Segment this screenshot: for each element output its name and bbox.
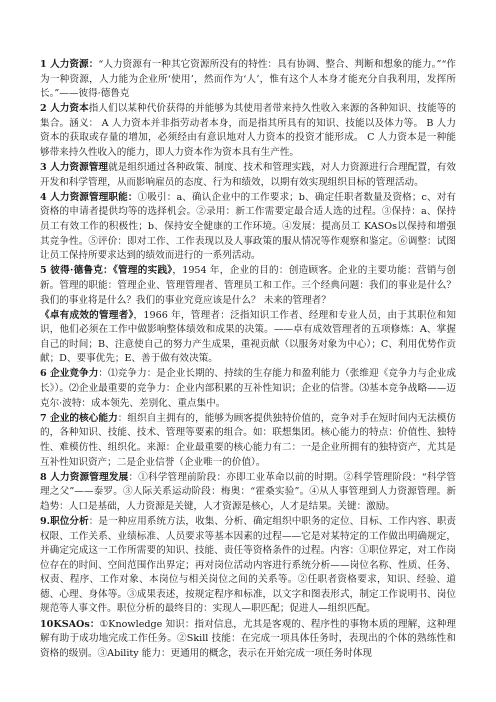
paragraph-lead: 3 人力资源管理 bbox=[40, 162, 109, 174]
paragraph-lead: 2 人力资本 bbox=[40, 103, 89, 115]
paragraph-lead: 《卓有成效的管理者》 bbox=[40, 309, 134, 321]
paragraph-body: 就是组织通过各种政策、制度、技术和管理实践，对人力资源进行合理配置，有效开发和科学管理，从而影响雇员的态度、行为和绩效，以期有效实现组织目标的管理活动。 bbox=[40, 162, 457, 188]
paragraph-lead: 5 彼得·德鲁克：《管理的实践》 bbox=[40, 265, 173, 277]
paragraph-body: ，1954 年，企业的目的：创造顾客。企业的主要功能：营销与创新。管理的职能：管理企业、管理管理者、管理员工和工作。三个经典问题：我们的事业是什么？我们的事业将是什么？我们的事业究竟应该是什么？ 未来的管理者？ bbox=[40, 265, 456, 306]
paragraph-ksaos bbox=[40, 618, 456, 662]
paragraph-drucker-practice bbox=[40, 264, 456, 308]
paragraph-body: ：⑴竞争力：是企业长期的、持续的生存能力和盈利能力（张维迎《竞争力与企业成长》）。⑵企业最重要的竞争力：企业内部积累的互补性知识；企业的信誉。⑶基本竞争战略——迈克尔·波特：成本领先、差别化、重点集中。 bbox=[40, 368, 457, 409]
paragraph-body: 指人们以某种代价获得的并能够为其使用者带来持久性收入来源的各种知识、技能等的集合。涵义： A 人力资本并非指劳动者本身，而是指其所具有的知识、技能以及体力等。 B 人力资本的获取或存量的增加，必须经由有意识地对人力资本的投资才能形成。 C 人力资本是一种能够带来持久性收入的能力，即人力资本作为资本具有生产性。 bbox=[40, 103, 457, 159]
paragraph-competitiveness bbox=[40, 367, 456, 411]
paragraph-lead: 9.职位分析 bbox=[40, 515, 89, 527]
paragraph-hr bbox=[40, 58, 456, 102]
paragraph-body: “人力资源有一种其它资源所没有的特性：具有协调、整合、判断和想象的能力。”“作为一种资源，人力能为企业所‘使用’，然而作为‘人’，惟有这个人本身才能充分自我利用，发挥所长。”——彼得·德鲁克 bbox=[40, 59, 457, 100]
paragraph-body: ①吸引：a、确认企业中的工作要求；b、确定任职者数量及资格；c、对有资格的申请者提供均等的选择机会。②录用：新工作需要定最合适人选的过程。③保持：a、保持员工有效工作的积极性；b、保持安全健康的工作环境。④发展：提高员工 KASOs以保持和增强其竞争性。⑤评价：即对工作、工作表现以及人事政策的服从情况等作观察和鉴定。⑥调整：试图让员工保持所要求达到的绩效而进行的一系列活动。 bbox=[40, 191, 457, 262]
paragraph-human-capital bbox=[40, 102, 456, 160]
paragraph-body: ①Knowledge 知识：指对信息，尤其是客观的、程序性的事物本质的理解，这种理解有助于成功地完成工作任务。②Skill 技能：在完成一项具体任务时，表现出的个体的熟练性和资格的级别。③Ability 能力：更通用的概念，表示在开始完成一项任务时体现 bbox=[40, 618, 456, 659]
paragraph-lead: 10KSAOs： bbox=[40, 618, 100, 630]
paragraph-body: ：是一种应用系统方法，收集、分析、确定组织中职务的定位、目标、工作内容、职责权限、工作关系、业绩标准、人员要求等基本因素的过程——它是对某特定的工作做出明确规定，并确定完成这一工作所需要的知识、技能、责任等资格条件的过程。内容：①职位界定，对工作岗位存在的时间、空间范围作出界定；再对岗位活动内容进行系统分析——岗位名称、性质、任务、权责、程序、工作对象、本岗位与相关岗位之间的关系等。②任职者资格要求，知识、经验、道德、心理、身体等。③成果表述，按规定程序和标准，以文字和图表形式，制定工作说明书、岗位规范等人事文件。职位分析的最终目的：实现人—职匹配；促进人—组织匹配。 bbox=[40, 515, 457, 615]
paragraph-job-analysis bbox=[40, 515, 456, 617]
paragraph-lead: 7 企业的核心能力 bbox=[40, 412, 118, 424]
paragraph-lead: 6 企业竞争力 bbox=[40, 368, 99, 380]
paragraph-hrm-development bbox=[40, 471, 456, 515]
paragraph-body: ：①科学管理前阶段：亦即工业革命以前的时期。②科学管理阶段：“科学管理之父”——泰罗。③人际关系运动阶段：梅奥：“霍桑实验”。④从人事管理到人力资源管理。新趋势：人口是基础，人力资源是关键，人才资源是核心，人才是结果。关键：激励。 bbox=[40, 471, 457, 512]
paragraph-core-competence bbox=[40, 412, 456, 470]
paragraph-lead: 4 人力资源管理职能： bbox=[40, 191, 138, 203]
paragraph-lead: 1 人力资源： bbox=[40, 59, 99, 70]
paragraph-body: ，1966 年，管理者：泛指知识工作者、经理和专业人员，由于其职位和知识，他们必须在工作中做影响整体绩效和成果的决策。——卓有成效管理者的五项修炼：A、掌握自己的时间；B、注意使自己的努力产生成果，重视贡献（以服务对象为中心）；C、利用优势作贡献；D、要事优先；E、善于做有效决策。 bbox=[40, 309, 457, 365]
paragraph-lead: 8 人力资源管理发展 bbox=[40, 471, 129, 483]
paragraph-effective-executive bbox=[40, 309, 456, 367]
paragraph-body: ：组织自主拥有的，能够为顾客提供独特价值的，竞争对手在短时间内无法模仿的，各种知识、技能、技术、管理等要素的组合。如：联想集团。核心能力的特点：价值性、独特性、难模仿性、组织化。来源：企业最重要的核心能力有二：一是企业所拥有的独特资产，尤其是互补性知识资产；二是企业信誉（企业唯一的价值）。 bbox=[40, 412, 457, 468]
paragraph-hrm-functions bbox=[40, 191, 456, 264]
paragraph-hrm bbox=[40, 161, 456, 190]
